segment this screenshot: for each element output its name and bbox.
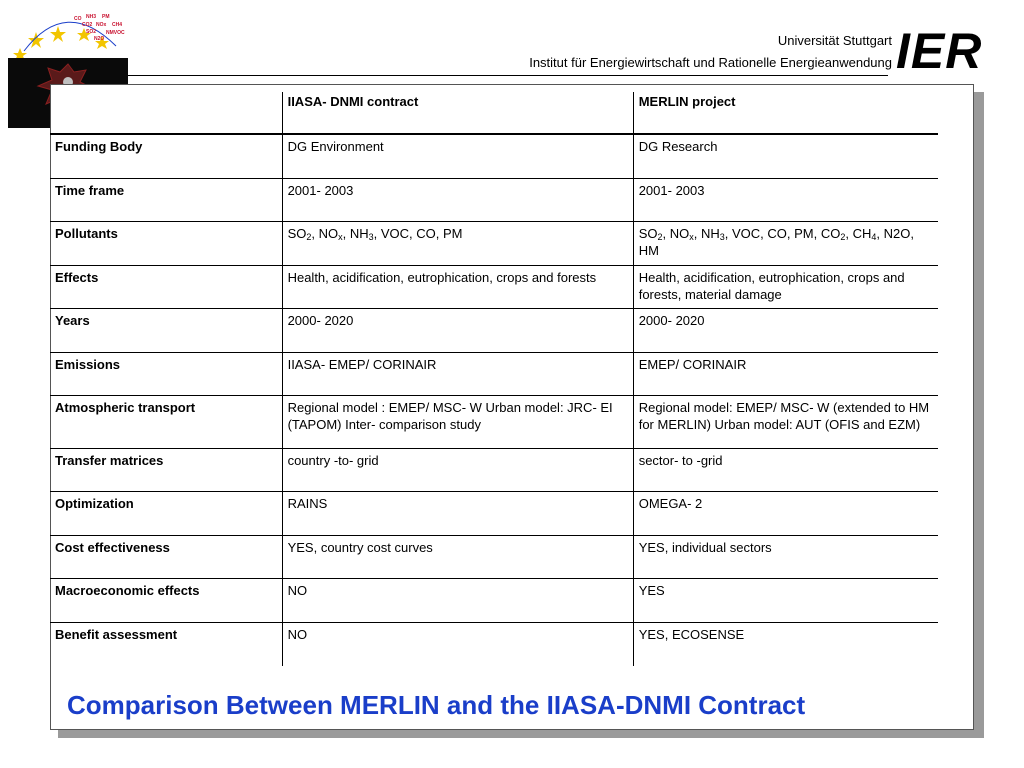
emblem-label: NH3 [86,14,97,20]
star-icon [50,26,66,42]
cell-merlin: 2001- 2003 [633,178,938,221]
row-label: Time frame [50,178,282,221]
table-row [50,308,938,352]
cell-iiasa: Health, acidification, eutrophication, crops and forests [282,265,633,308]
emblem-label: CO2 [82,22,93,28]
comparison-table [50,92,938,666]
row-label: Emissions [50,352,282,395]
slide-title: Comparison Between MERLIN and the IIASA-DNMI Contract [67,690,806,720]
cell-iiasa: RAINS [282,491,633,535]
emblem-label: SO2 [86,29,97,35]
table-header-row [50,92,938,134]
emblem-label: PM [102,14,110,20]
column-header-merlin: MERLIN project [633,92,938,134]
cell-merlin: 2000- 2020 [633,308,938,352]
row-label: Funding Body [50,134,282,178]
row-label: Benefit assessment [55,626,178,642]
emblem-label: NOx [96,22,107,28]
table-row [50,221,938,265]
cell-iiasa: $SO_2$, $NO_x$, $NH_3$, VOC, CO, PM [282,221,633,265]
table-row [50,265,938,308]
cell-merlin: Health, acidification, eutrophication, crops and forests, material damage [633,265,938,308]
cell-merlin: YES, individual sectors [633,535,938,578]
table-row [50,491,938,535]
cell-iiasa: country -to- grid [282,448,633,491]
cell-merlin: Regional model: EMEP/ MSC- W (extended to HM for MERLIN) Urban model: AUT (OFIS and EZM) [633,395,938,448]
header-divider [128,75,888,76]
table-row [50,134,938,178]
emblem-label: CO [74,16,82,22]
row-label: Macroeconomic effects [50,578,282,622]
cell-merlin: YES, ECOSENSE [633,622,938,666]
emblem-label: CH4 [112,22,123,28]
table-row [50,395,938,448]
emblem-label: N2O [94,36,105,42]
row-label: Transfer matrices [50,448,282,491]
emblem-label: NMVOC [106,30,125,36]
cell-iiasa: IIASA- EMEP/ CORINAIR [282,352,633,395]
row-label: Atmospheric transport [50,395,282,448]
star-icon [28,32,44,48]
cell-iiasa: NO [282,578,633,622]
table-row [50,178,938,221]
cell-iiasa: DG Environment [282,134,633,178]
column-header [50,92,282,134]
cell-iiasa: YES, country cost curves [282,535,633,578]
emissions-emblem [6,6,130,64]
cell-merlin: EMEP/ CORINAIR [633,352,938,395]
table-row [50,578,938,622]
cell-merlin: YES [633,578,938,622]
cell-merlin: sector- to -grid [633,448,938,491]
university-name: Universität Stuttgart [777,33,892,48]
row-label: Pollutants [50,221,282,265]
cell-iiasa: Regional model : EMEP/ MSC- W Urban model: JRC- EI (TAPOM) Inter- comparison study [282,395,633,448]
cell-merlin: $SO_2$, $NO_x$, $NH_3$, VOC, CO, PM, $CO_2$, $CH_4$, N2O, HM [633,221,938,265]
table-row [50,352,938,395]
column-header-iiasa: IIASA- DNMI contract [282,92,633,134]
cell-iiasa: 2001- 2003 [282,178,633,221]
cell-merlin: OMEGA- 2 [633,491,938,535]
table-row [50,535,938,578]
cell-merlin: DG Research [633,134,938,178]
row-label: Years [50,308,282,352]
row-label: Optimization [50,491,282,535]
ier-logo: IER [896,23,983,79]
row-label: Effects [50,265,282,308]
row-label: Cost effectiveness [50,535,282,578]
cell-iiasa: 2000- 2020 [282,308,633,352]
table-row [50,448,938,491]
institute-name: Institut für Energiewirtschaft und Rationelle Energieanwendung [529,55,892,70]
cell-iiasa: NO [282,622,633,666]
table-row [50,622,938,666]
